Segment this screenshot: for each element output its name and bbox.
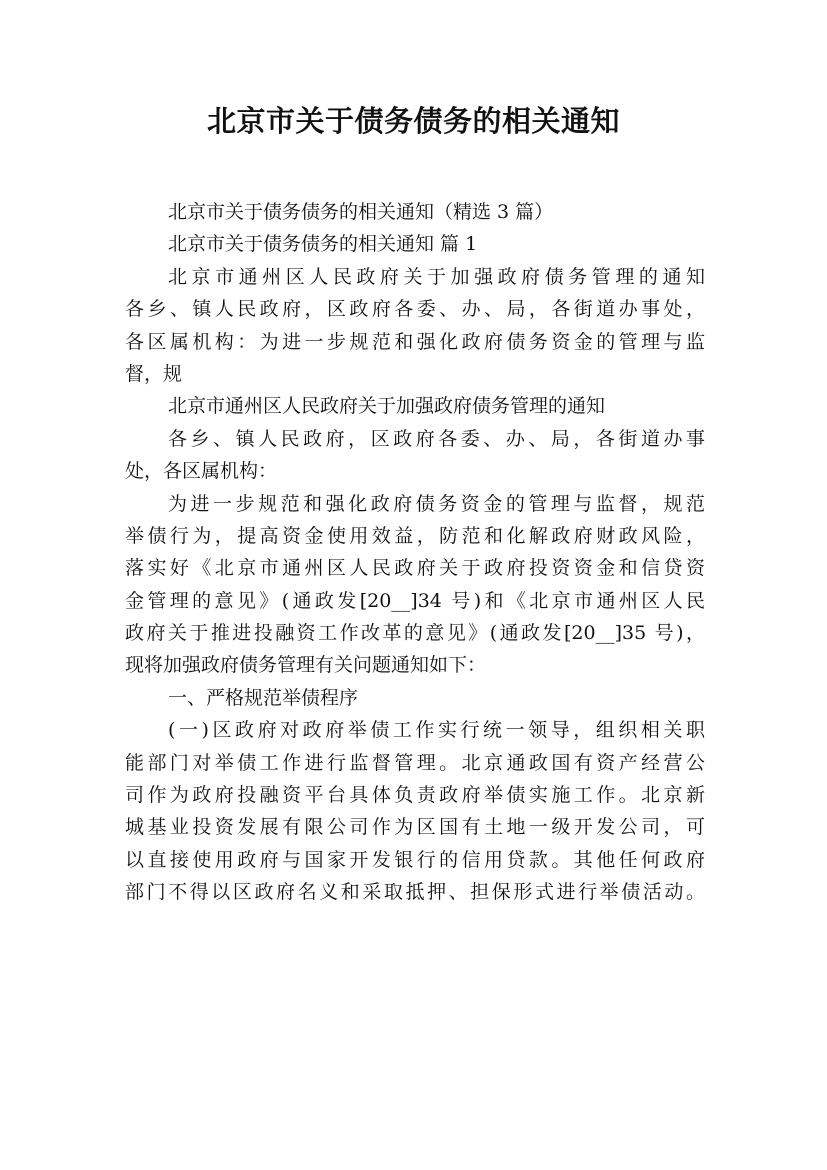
text-line: 北京市通州区人民政府关于加强政府债务管理的通知 xyxy=(168,265,705,288)
text-line: 一、严格规范举债程序 xyxy=(168,686,359,709)
text-line: 政府关于推进投融资工作改革的意见》(通政发[20__]35 号)， xyxy=(125,622,705,645)
text-line: 司作为政府投融资平台具体负责政府举债实施工作。北京新 xyxy=(125,784,705,807)
text-line: 为进一步规范和强化政府债务资金的管理与监督，规范 xyxy=(168,492,705,515)
text-line: 城基业投资发展有限公司作为区国有土地一级开发公司，可 xyxy=(125,816,705,839)
document-title: 北京市关于债务债务的相关通知 xyxy=(206,104,620,138)
text-line: 各乡、镇人民政府，区政府各委、办、局，各街道办事处， xyxy=(125,298,705,321)
document-body xyxy=(125,196,705,909)
text-line: 现将加强政府债务管理有关问题通知如下： xyxy=(125,654,487,677)
text-line: 北京市通州区人民政府关于加强政府债务管理的通知 xyxy=(168,395,606,418)
text-line: 北京市关于债务债务的相关通知 篇 1 xyxy=(168,233,478,256)
text-line: 各乡、镇人民政府，区政府各委、办、局，各街道办事 xyxy=(168,427,705,450)
text-line: 落实好《北京市通州区人民政府关于政府投资资金和信贷资 xyxy=(125,557,705,580)
text-line: 能部门对举债工作进行监督管理。北京通政国有资产经营公 xyxy=(125,751,705,774)
text-line: 北京市关于债务债务的相关通知（精选 3 篇） xyxy=(168,201,554,223)
text-line: 部门不得以区政府名义和采取抵押、担保形式进行举债活动。 xyxy=(125,881,705,904)
text-line: 处，各区属机构： xyxy=(125,460,278,483)
text-line: 金管理的意见》(通政发[20__]34 号)和《北京市通州区人民 xyxy=(125,589,705,612)
text-line: 督，规 xyxy=(125,362,183,385)
text-line: (一)区政府对政府举债工作实行统一领导，组织相关职 xyxy=(168,719,705,742)
text-line: 各区属机构：为进一步规范和强化政府债务资金的管理与监 xyxy=(125,330,705,353)
text-line: 以直接使用政府与国家开发银行的信用贷款。其他任何政府 xyxy=(125,848,705,871)
text-line: 举债行为，提高资金使用效益，防范和化解政府财政风险， xyxy=(125,524,705,547)
